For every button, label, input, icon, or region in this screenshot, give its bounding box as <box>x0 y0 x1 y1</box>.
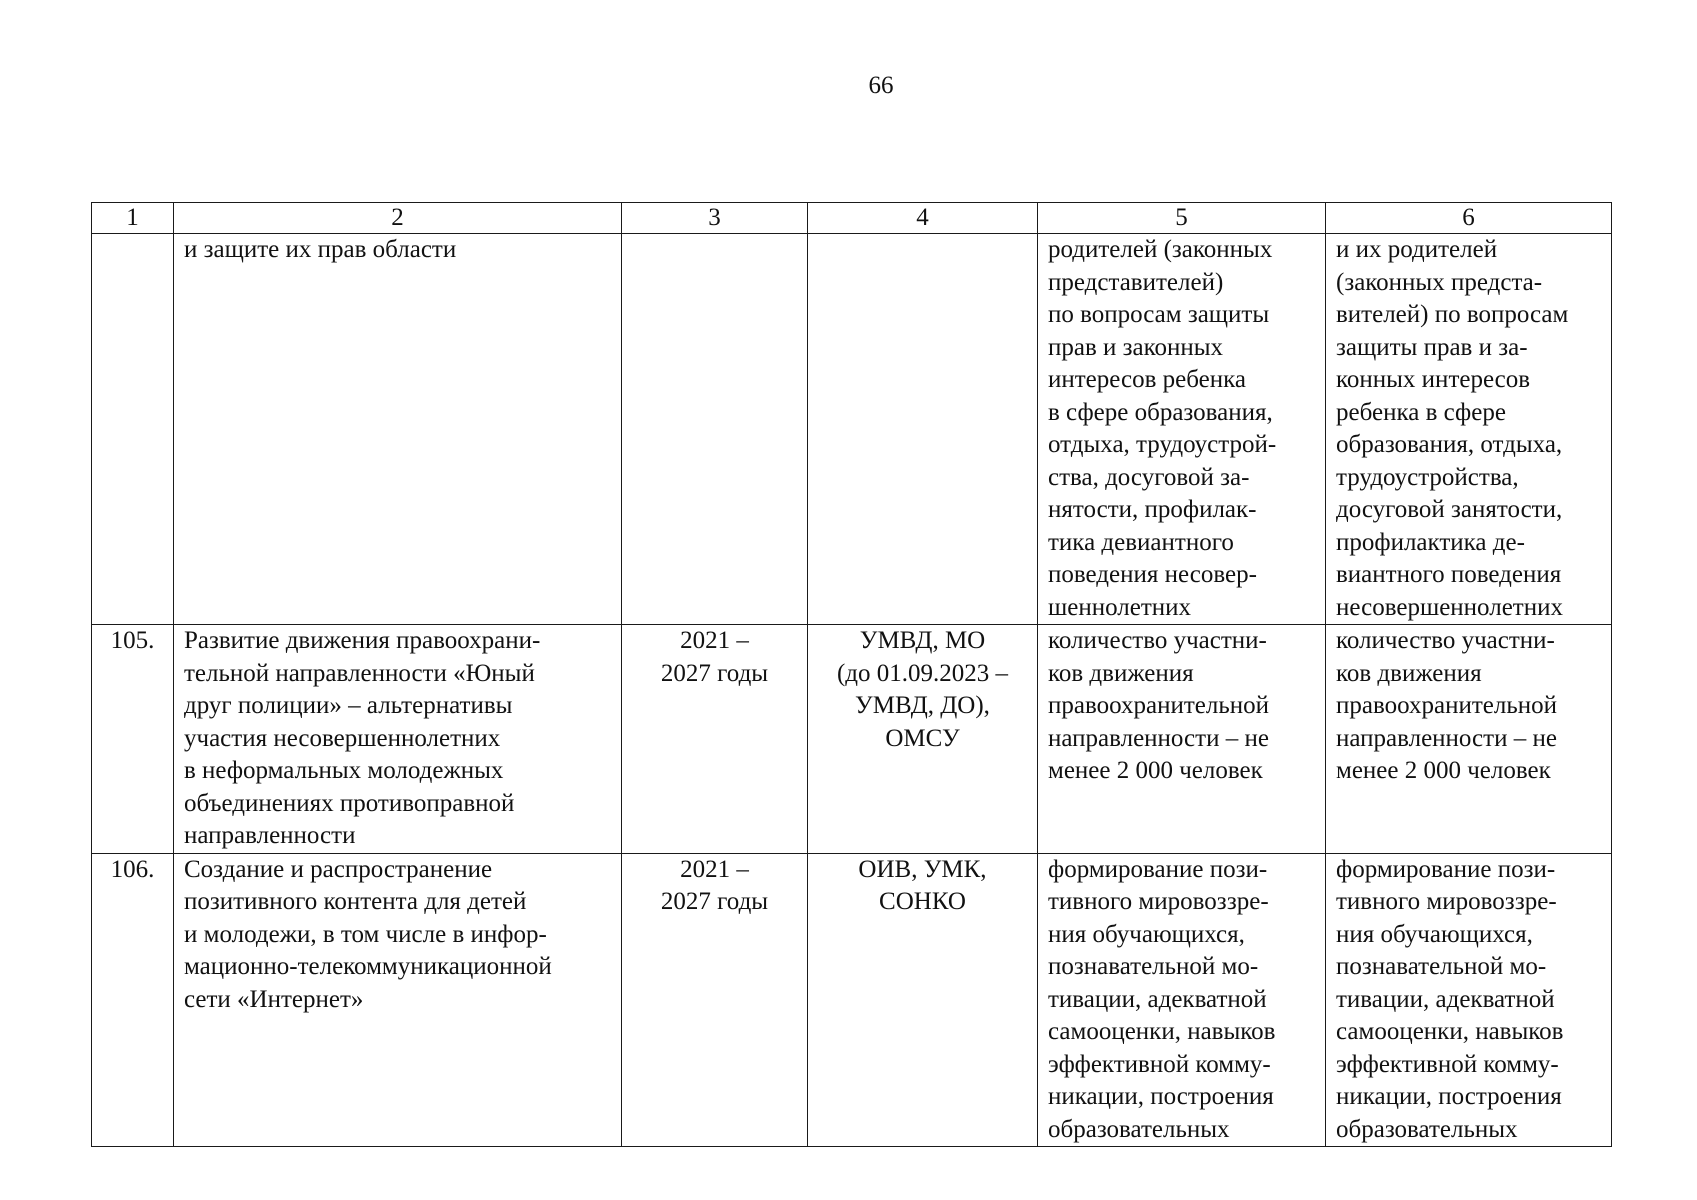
column-header: 6 <box>1326 203 1612 234</box>
table-header-row <box>92 203 1612 234</box>
activity-cell: Создание и распространение позитивного контента для детей и молодежи, в том числе в инфор- мационно-телекоммуникационной сети «Интернет» <box>174 853 622 1147</box>
table-row <box>92 625 1612 854</box>
indicator-cell: и их родителей (законных предста- вителей) по вопросам защиты прав и за- конных интересов ребенка в сфере образования, отдыха, трудоустройства, досуговой занятости, профилактика де- виантного поведения несовершеннолетних <box>1326 234 1612 625</box>
executors-cell <box>808 234 1038 625</box>
row-number-cell: 106. <box>92 853 174 1147</box>
activity-cell: и защите их прав области <box>174 234 622 625</box>
activity-plan-table <box>91 202 1612 1147</box>
period-cell <box>622 234 808 625</box>
period-cell: 2021 – 2027 годы <box>622 625 808 854</box>
row-number-cell <box>92 234 174 625</box>
column-header: 1 <box>92 203 174 234</box>
column-header: 5 <box>1038 203 1326 234</box>
column-header: 3 <box>622 203 808 234</box>
indicator-cell: количество участни- ков движения правоохранительной направленности – не менее 2 000 человек <box>1326 625 1612 854</box>
column-header: 4 <box>808 203 1038 234</box>
row-number-cell: 105. <box>92 625 174 854</box>
table-row <box>92 234 1612 625</box>
page-number: 66 <box>868 72 894 99</box>
activity-cell: Развитие движения правоохрани- тельной направленности «Юный друг полиции» – альтернативы участия несовершеннолетних в неформальных молодежных объединениях противоправной направленности <box>174 625 622 854</box>
period-cell: 2021 – 2027 годы <box>622 853 808 1147</box>
result-cell: формирование пози- тивного мировоззре- ния обучающихся, познавательной мо- тивации, адекватной самооценки, навыков эффективной комму- никации, построения образовательных <box>1038 853 1326 1147</box>
column-header: 2 <box>174 203 622 234</box>
result-cell: родителей (законных представителей) по вопросам защиты прав и законных интересов ребенка в сфере образования, отдыха, трудоустрой- ства, досуговой за- нятости, профилак- тика девиантного поведения несовер- шеннолетних <box>1038 234 1326 625</box>
executors-cell: УМВД, МО (до 01.09.2023 – УМВД, ДО), ОМСУ <box>808 625 1038 854</box>
indicator-cell: формирование пози- тивного мировоззре- ния обучающихся, познавательной мо- тивации, адекватной самооценки, навыков эффективной комму- никации, построения образовательных <box>1326 853 1612 1147</box>
table-row <box>92 853 1612 1147</box>
result-cell: количество участни- ков движения правоохранительной направленности – не менее 2 000 человек <box>1038 625 1326 854</box>
executors-cell: ОИВ, УМК, СОНКО <box>808 853 1038 1147</box>
